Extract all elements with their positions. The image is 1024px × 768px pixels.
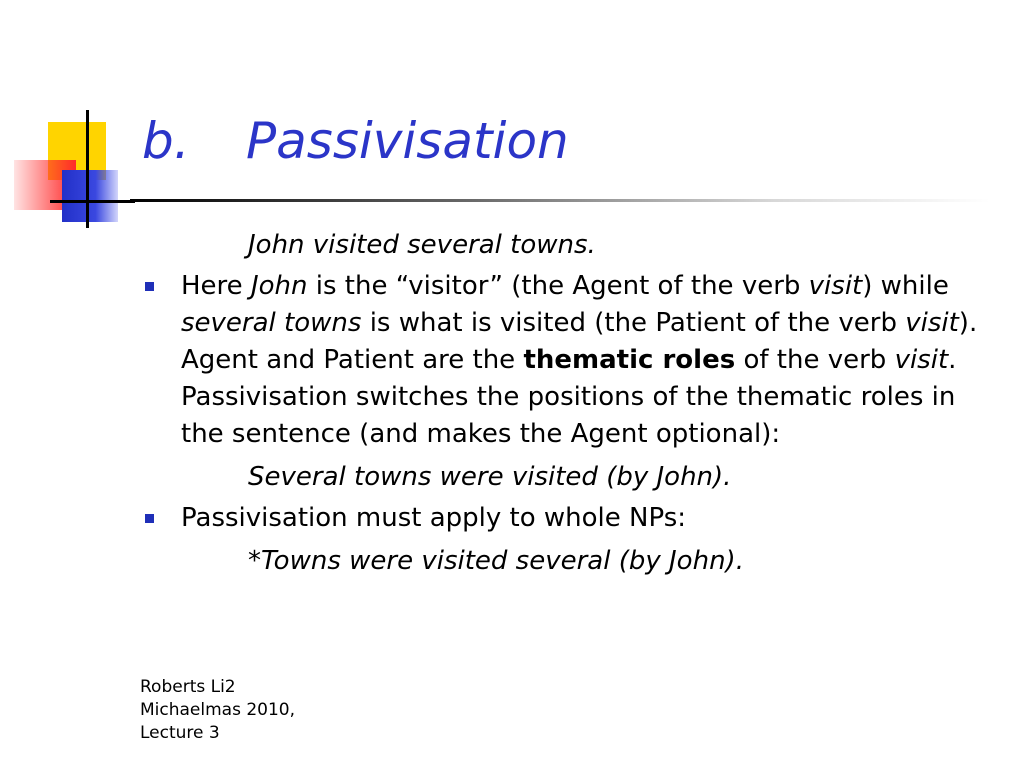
slide-title	[142, 112, 569, 170]
logo-horizontal-line	[50, 200, 135, 203]
bullet-square-icon	[145, 282, 154, 291]
slide-footer	[140, 676, 295, 745]
bullet-italic-visit: visit	[894, 345, 949, 375]
footer-line-term: Michaelmas 2010,	[140, 700, 296, 720]
slide-title-number: b.	[142, 112, 190, 170]
bullet-square-icon	[145, 514, 154, 523]
bullet-text: ). Agent and Patient are the	[181, 308, 978, 375]
example-sentence-ungrammatical: *Towns were visited several (by John).	[248, 546, 744, 576]
bullet-text: ) while	[862, 271, 949, 301]
bullet-text: of the verb	[735, 345, 895, 375]
bullet-bold-thematic-roles: thematic roles	[523, 345, 736, 375]
logo-blue-square	[62, 170, 118, 222]
bullet-text: . Passivisation switches the positions of the thematic roles in the sentence (and makes the Agent optional):	[181, 345, 957, 449]
footer-line-lecture: Lecture 3	[140, 723, 220, 743]
slide-logo-decoration	[0, 100, 150, 230]
footer-line-author: Roberts Li2	[140, 677, 236, 697]
example-sentence-passive: Several towns were visited (by John).	[248, 462, 732, 492]
bullet-text: Passivisation must apply to whole NPs:	[181, 503, 687, 533]
logo-vertical-line	[86, 110, 89, 228]
slide-body	[140, 227, 990, 584]
bullet-italic-visit: visit	[808, 271, 863, 301]
bullet-whole-nps	[140, 500, 990, 537]
bullet-italic-john: John	[250, 271, 308, 301]
bullet-text: is what is visited (the Patient of the verb	[361, 308, 906, 338]
bullet-italic-several-towns: several towns	[181, 308, 362, 338]
example-sentence-active: John visited several towns.	[248, 230, 596, 260]
bullet-thematic-roles	[140, 268, 990, 453]
bullet-text: is the “visitor” (the Agent of the verb	[307, 271, 809, 301]
bullet-italic-visit: visit	[905, 308, 959, 338]
slide-title-text: Passivisation	[246, 112, 569, 170]
bullet-text: Here	[181, 271, 251, 301]
title-divider	[130, 199, 990, 202]
